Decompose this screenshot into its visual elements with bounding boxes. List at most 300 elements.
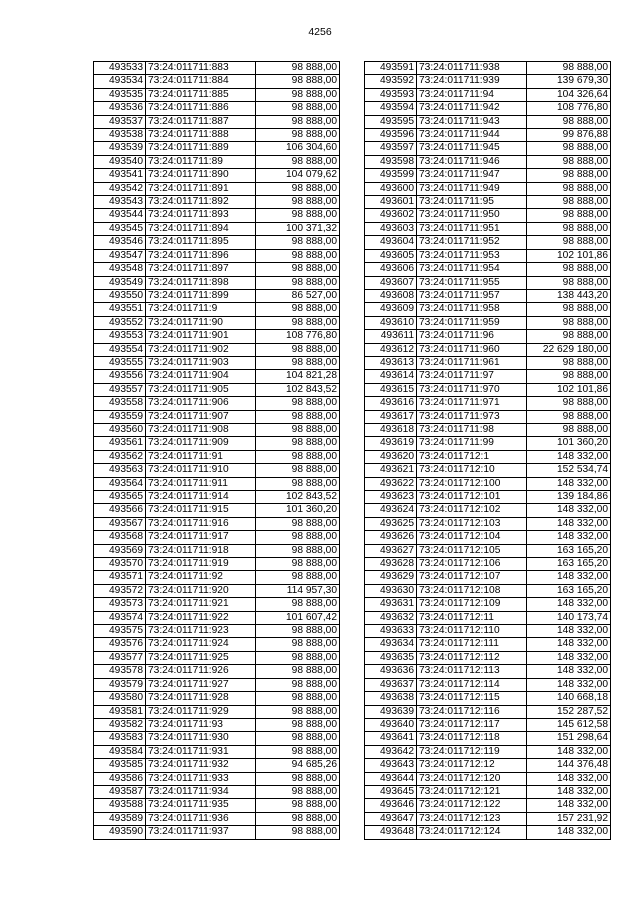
row-number-cell: 493603	[365, 222, 417, 235]
row-number-cell: 493609	[365, 303, 417, 316]
cadastral-number-cell: 73:24:011711:930	[146, 732, 256, 745]
cadastral-number-cell: 73:24:011711:903	[146, 356, 256, 369]
row-number-cell: 493606	[365, 263, 417, 276]
cadastral-number-cell: 73:24:011712:109	[417, 598, 527, 611]
table-row	[365, 129, 611, 142]
cadastral-number-cell: 73:24:011711:911	[146, 477, 256, 490]
value-cell: 98 888,00	[527, 115, 611, 128]
cadastral-number-cell: 73:24:011712:11	[417, 611, 527, 624]
row-number-cell: 493638	[365, 692, 417, 705]
value-cell: 98 888,00	[527, 370, 611, 383]
row-number-cell: 493541	[94, 169, 146, 182]
table-row	[365, 450, 611, 463]
cadastral-number-cell: 73:24:011711:960	[417, 343, 527, 356]
cadastral-number-cell: 73:24:011711:915	[146, 504, 256, 517]
cadastral-number-cell: 73:24:011712:114	[417, 678, 527, 691]
cadastral-number-cell: 73:24:011711:918	[146, 544, 256, 557]
value-cell: 152 287,52	[527, 705, 611, 718]
table-row	[94, 598, 340, 611]
row-number-cell: 493563	[94, 464, 146, 477]
table-row	[94, 316, 340, 329]
row-number-cell: 493619	[365, 437, 417, 450]
value-cell: 98 888,00	[256, 598, 340, 611]
value-cell: 98 888,00	[256, 182, 340, 195]
value-cell: 98 888,00	[256, 718, 340, 731]
value-cell: 139 679,30	[527, 75, 611, 88]
cadastral-number-cell: 73:24:011711:935	[146, 799, 256, 812]
table-row	[365, 477, 611, 490]
table-row	[94, 169, 340, 182]
value-cell: 98 888,00	[256, 571, 340, 584]
value-cell: 157 231,92	[527, 812, 611, 825]
value-cell: 108 776,80	[527, 102, 611, 115]
cadastral-number-cell: 73:24:011711:916	[146, 517, 256, 530]
table-row	[365, 263, 611, 276]
value-cell: 104 326,64	[527, 88, 611, 101]
cadastral-number-cell: 73:24:011711:888	[146, 129, 256, 142]
cadastral-number-cell: 73:24:011711:951	[417, 222, 527, 235]
cadastral-number-cell: 73:24:011711:950	[417, 209, 527, 222]
table-row	[94, 665, 340, 678]
cadastral-number-cell: 73:24:011711:919	[146, 558, 256, 571]
value-cell: 108 776,80	[256, 330, 340, 343]
row-number-cell: 493551	[94, 303, 146, 316]
row-number-cell: 493595	[365, 115, 417, 128]
value-cell: 98 888,00	[256, 423, 340, 436]
row-number-cell: 493644	[365, 772, 417, 785]
cadastral-number-cell: 73:24:011711:897	[146, 263, 256, 276]
cadastral-number-cell: 73:24:011711:934	[146, 785, 256, 798]
table-row	[94, 544, 340, 557]
row-number-cell: 493604	[365, 236, 417, 249]
cadastral-number-cell: 73:24:011711:927	[146, 678, 256, 691]
value-cell: 98 888,00	[527, 303, 611, 316]
row-number-cell: 493596	[365, 129, 417, 142]
cadastral-number-cell: 73:24:011711:954	[417, 263, 527, 276]
cadastral-number-cell: 73:24:011711:885	[146, 88, 256, 101]
cadastral-number-cell: 73:24:011712:123	[417, 812, 527, 825]
table-row	[94, 209, 340, 222]
data-table-left	[93, 61, 340, 840]
table-row	[94, 745, 340, 758]
row-number-cell: 493625	[365, 517, 417, 530]
page-number: 4256	[308, 26, 332, 38]
value-cell: 140 668,18	[527, 692, 611, 705]
row-number-cell: 493593	[365, 88, 417, 101]
value-cell: 104 079,62	[256, 169, 340, 182]
cadastral-number-cell: 73:24:011711:914	[146, 491, 256, 504]
table-row	[94, 75, 340, 88]
table-row	[365, 651, 611, 664]
row-number-cell: 493608	[365, 289, 417, 302]
cadastral-number-cell: 73:24:011711:945	[417, 142, 527, 155]
row-number-cell: 493645	[365, 785, 417, 798]
table-row	[365, 155, 611, 168]
value-cell: 98 888,00	[527, 142, 611, 155]
cadastral-number-cell: 73:24:011711:887	[146, 115, 256, 128]
value-cell: 148 332,00	[527, 651, 611, 664]
value-cell: 148 332,00	[527, 625, 611, 638]
row-number-cell: 493597	[365, 142, 417, 155]
value-cell: 148 332,00	[527, 598, 611, 611]
value-cell: 102 101,86	[527, 249, 611, 262]
cadastral-number-cell: 73:24:011712:118	[417, 732, 527, 745]
cadastral-number-cell: 73:24:011712:110	[417, 625, 527, 638]
row-number-cell: 493533	[94, 62, 146, 75]
value-cell: 98 888,00	[527, 276, 611, 289]
table-row	[94, 531, 340, 544]
value-cell: 98 888,00	[527, 356, 611, 369]
row-number-cell: 493548	[94, 263, 146, 276]
row-number-cell: 493601	[365, 196, 417, 209]
table-row	[94, 182, 340, 195]
row-number-cell: 493546	[94, 236, 146, 249]
row-number-cell: 493555	[94, 356, 146, 369]
row-number-cell: 493633	[365, 625, 417, 638]
table-row	[94, 343, 340, 356]
cadastral-number-cell: 73:24:011711:957	[417, 289, 527, 302]
cadastral-number-cell: 73:24:011712:107	[417, 571, 527, 584]
value-cell: 98 888,00	[256, 316, 340, 329]
cadastral-number-cell: 73:24:011712:121	[417, 785, 527, 798]
table-row	[365, 356, 611, 369]
row-number-cell: 493556	[94, 370, 146, 383]
row-number-cell: 493535	[94, 88, 146, 101]
row-number-cell: 493564	[94, 477, 146, 490]
table-row	[365, 531, 611, 544]
row-number-cell: 493568	[94, 531, 146, 544]
row-number-cell: 493602	[365, 209, 417, 222]
cadastral-number-cell: 73:24:011711:953	[417, 249, 527, 262]
row-number-cell: 493617	[365, 410, 417, 423]
table-row	[365, 491, 611, 504]
cadastral-number-cell: 73:24:011712:100	[417, 477, 527, 490]
value-cell: 98 888,00	[256, 450, 340, 463]
value-cell: 98 888,00	[256, 651, 340, 664]
table-row	[365, 115, 611, 128]
cadastral-number-cell: 73:24:011711:91	[146, 450, 256, 463]
cadastral-number-cell: 73:24:011711:920	[146, 584, 256, 597]
value-cell: 148 332,00	[527, 450, 611, 463]
value-cell: 98 888,00	[527, 397, 611, 410]
row-number-cell: 493599	[365, 169, 417, 182]
cadastral-number-cell: 73:24:011712:112	[417, 651, 527, 664]
table-row	[94, 651, 340, 664]
row-number-cell: 493542	[94, 182, 146, 195]
value-cell: 98 888,00	[256, 812, 340, 825]
value-cell: 98 888,00	[256, 236, 340, 249]
cadastral-number-cell: 73:24:011711:958	[417, 303, 527, 316]
row-number-cell: 493560	[94, 423, 146, 436]
cadastral-number-cell: 73:24:011711:942	[417, 102, 527, 115]
row-number-cell: 493588	[94, 799, 146, 812]
table-row	[365, 410, 611, 423]
cadastral-number-cell: 73:24:011712:101	[417, 491, 527, 504]
value-cell: 98 888,00	[256, 531, 340, 544]
value-cell: 98 888,00	[256, 477, 340, 490]
table-row	[94, 397, 340, 410]
cadastral-number-cell: 73:24:011711:909	[146, 437, 256, 450]
table-row	[94, 276, 340, 289]
cadastral-number-cell: 73:24:011712:111	[417, 638, 527, 651]
table-row	[94, 423, 340, 436]
cadastral-number-cell: 73:24:011711:884	[146, 75, 256, 88]
cadastral-number-cell: 73:24:011711:905	[146, 383, 256, 396]
value-cell: 148 332,00	[527, 785, 611, 798]
table-row	[365, 785, 611, 798]
table-row	[94, 303, 340, 316]
cadastral-number-cell: 73:24:011711:937	[146, 826, 256, 839]
row-number-cell: 493570	[94, 558, 146, 571]
value-cell: 98 888,00	[527, 263, 611, 276]
table-row	[94, 62, 340, 75]
value-cell: 102 843,52	[256, 491, 340, 504]
cadastral-number-cell: 73:24:011711:890	[146, 169, 256, 182]
row-number-cell: 493559	[94, 410, 146, 423]
row-number-cell: 493635	[365, 651, 417, 664]
table-row	[365, 745, 611, 758]
value-cell: 148 332,00	[527, 826, 611, 839]
row-number-cell: 493539	[94, 142, 146, 155]
value-cell: 98 888,00	[527, 62, 611, 75]
cadastral-number-cell: 73:24:011711:955	[417, 276, 527, 289]
row-number-cell: 493545	[94, 222, 146, 235]
row-number-cell: 493634	[365, 638, 417, 651]
table-row	[94, 625, 340, 638]
row-number-cell: 493585	[94, 759, 146, 772]
row-number-cell: 493540	[94, 155, 146, 168]
value-cell: 148 332,00	[527, 477, 611, 490]
table-row	[365, 289, 611, 302]
cadastral-number-cell: 73:24:011711:898	[146, 276, 256, 289]
table-row	[94, 450, 340, 463]
cadastral-number-cell: 73:24:011711:891	[146, 182, 256, 195]
table-row	[365, 544, 611, 557]
cadastral-number-cell: 73:24:011711:946	[417, 155, 527, 168]
cadastral-number-cell: 73:24:011712:116	[417, 705, 527, 718]
row-number-cell: 493577	[94, 651, 146, 664]
cadastral-number-cell: 73:24:011712:12	[417, 759, 527, 772]
row-number-cell: 493534	[94, 75, 146, 88]
row-number-cell: 493648	[365, 826, 417, 839]
cadastral-number-cell: 73:24:011711:907	[146, 410, 256, 423]
table-row	[94, 517, 340, 530]
value-cell: 98 888,00	[256, 638, 340, 651]
row-number-cell: 493569	[94, 544, 146, 557]
value-cell: 98 888,00	[256, 437, 340, 450]
table-row	[94, 102, 340, 115]
table-row	[365, 370, 611, 383]
table-row	[365, 209, 611, 222]
cadastral-number-cell: 73:24:011711:96	[417, 330, 527, 343]
row-number-cell: 493626	[365, 531, 417, 544]
row-number-cell: 493624	[365, 504, 417, 517]
cadastral-number-cell: 73:24:011711:910	[146, 464, 256, 477]
table-row	[94, 330, 340, 343]
table-row	[94, 812, 340, 825]
value-cell: 86 527,00	[256, 289, 340, 302]
value-cell: 104 821,28	[256, 370, 340, 383]
row-number-cell: 493592	[365, 75, 417, 88]
value-cell: 94 685,26	[256, 759, 340, 772]
value-cell: 148 332,00	[527, 504, 611, 517]
value-cell: 98 888,00	[256, 343, 340, 356]
value-cell: 98 888,00	[527, 155, 611, 168]
table-row	[94, 115, 340, 128]
value-cell: 100 371,32	[256, 222, 340, 235]
table-row	[365, 558, 611, 571]
value-cell: 148 332,00	[527, 745, 611, 758]
table-row	[94, 289, 340, 302]
row-number-cell: 493646	[365, 799, 417, 812]
value-cell: 163 165,20	[527, 558, 611, 571]
table-row	[94, 692, 340, 705]
table-row	[365, 249, 611, 262]
table-row	[365, 678, 611, 691]
table-row	[365, 598, 611, 611]
table-row	[365, 705, 611, 718]
table-row	[365, 303, 611, 316]
row-number-cell: 493615	[365, 383, 417, 396]
value-cell: 140 173,74	[527, 611, 611, 624]
table-row	[365, 692, 611, 705]
cadastral-number-cell: 73:24:011711:959	[417, 316, 527, 329]
value-cell: 106 304,60	[256, 142, 340, 155]
value-cell: 98 888,00	[256, 88, 340, 101]
cadastral-number-cell: 73:24:011712:124	[417, 826, 527, 839]
row-number-cell: 493631	[365, 598, 417, 611]
row-number-cell: 493571	[94, 571, 146, 584]
table-row	[94, 759, 340, 772]
value-cell: 98 888,00	[256, 410, 340, 423]
value-cell: 138 443,20	[527, 289, 611, 302]
row-number-cell: 493572	[94, 584, 146, 597]
value-cell: 98 888,00	[256, 209, 340, 222]
value-cell: 98 888,00	[256, 397, 340, 410]
table-row	[94, 383, 340, 396]
table-row	[94, 611, 340, 624]
table-row	[365, 169, 611, 182]
cadastral-number-cell: 73:24:011711:944	[417, 129, 527, 142]
row-number-cell: 493632	[365, 611, 417, 624]
table-row	[365, 222, 611, 235]
cadastral-number-cell: 73:24:011711:896	[146, 249, 256, 262]
table-row	[94, 222, 340, 235]
cadastral-number-cell: 73:24:011711:893	[146, 209, 256, 222]
cadastral-number-cell: 73:24:011711:971	[417, 397, 527, 410]
table-row	[94, 464, 340, 477]
value-cell: 148 332,00	[527, 531, 611, 544]
table-row	[94, 142, 340, 155]
table-row	[94, 785, 340, 798]
table-row	[94, 638, 340, 651]
row-number-cell: 493536	[94, 102, 146, 115]
row-number-cell: 493554	[94, 343, 146, 356]
table-row	[365, 88, 611, 101]
table-row	[365, 397, 611, 410]
cadastral-number-cell: 73:24:011711:98	[417, 423, 527, 436]
cadastral-number-cell: 73:24:011711:89	[146, 155, 256, 168]
value-cell: 98 888,00	[256, 62, 340, 75]
table-row	[365, 62, 611, 75]
row-number-cell: 493636	[365, 665, 417, 678]
table-row	[365, 772, 611, 785]
row-number-cell: 493639	[365, 705, 417, 718]
cadastral-number-cell: 73:24:011711:928	[146, 692, 256, 705]
table-row	[94, 477, 340, 490]
table-row	[365, 276, 611, 289]
cadastral-number-cell: 73:24:011711:904	[146, 370, 256, 383]
value-cell: 148 332,00	[527, 772, 611, 785]
row-number-cell: 493623	[365, 491, 417, 504]
row-number-cell: 493580	[94, 692, 146, 705]
cadastral-number-cell: 73:24:011711:926	[146, 665, 256, 678]
value-cell: 98 888,00	[256, 102, 340, 115]
row-number-cell: 493642	[365, 745, 417, 758]
table-row	[94, 249, 340, 262]
value-cell: 98 888,00	[256, 745, 340, 758]
value-cell: 148 332,00	[527, 638, 611, 651]
value-cell: 98 888,00	[256, 665, 340, 678]
value-cell: 148 332,00	[527, 665, 611, 678]
table-row	[94, 732, 340, 745]
value-cell: 98 888,00	[256, 517, 340, 530]
cadastral-number-cell: 73:24:011711:931	[146, 745, 256, 758]
row-number-cell: 493605	[365, 249, 417, 262]
cadastral-number-cell: 73:24:011711:943	[417, 115, 527, 128]
table-row	[365, 826, 611, 839]
row-number-cell: 493591	[365, 62, 417, 75]
cadastral-number-cell: 73:24:011711:952	[417, 236, 527, 249]
value-cell: 98 888,00	[527, 330, 611, 343]
row-number-cell: 493553	[94, 330, 146, 343]
table-row	[94, 678, 340, 691]
cadastral-number-cell: 73:24:011711:895	[146, 236, 256, 249]
cadastral-number-cell: 73:24:011711:973	[417, 410, 527, 423]
cadastral-number-cell: 73:24:011711:99	[417, 437, 527, 450]
value-cell: 99 876,88	[527, 129, 611, 142]
table-row	[94, 410, 340, 423]
row-number-cell: 493590	[94, 826, 146, 839]
value-cell: 148 332,00	[527, 517, 611, 530]
value-cell: 98 888,00	[256, 544, 340, 557]
table-row	[365, 196, 611, 209]
row-number-cell: 493610	[365, 316, 417, 329]
value-cell: 98 888,00	[256, 732, 340, 745]
cadastral-number-cell: 73:24:011711:938	[417, 62, 527, 75]
row-number-cell: 493620	[365, 450, 417, 463]
cadastral-number-cell: 73:24:011712:115	[417, 692, 527, 705]
row-number-cell: 493589	[94, 812, 146, 825]
value-cell: 98 888,00	[527, 236, 611, 249]
table-row	[365, 383, 611, 396]
row-number-cell: 493565	[94, 491, 146, 504]
row-number-cell: 493576	[94, 638, 146, 651]
row-number-cell: 493629	[365, 571, 417, 584]
table-row	[94, 584, 340, 597]
table-row	[365, 759, 611, 772]
cadastral-number-cell: 73:24:011712:106	[417, 558, 527, 571]
row-number-cell: 493543	[94, 196, 146, 209]
cadastral-number-cell: 73:24:011711:94	[417, 88, 527, 101]
table-row	[365, 799, 611, 812]
table-row	[365, 625, 611, 638]
cadastral-number-cell: 73:24:011711:970	[417, 383, 527, 396]
value-cell: 98 888,00	[256, 464, 340, 477]
row-number-cell: 493586	[94, 772, 146, 785]
value-cell: 98 888,00	[256, 303, 340, 316]
table-row	[365, 330, 611, 343]
